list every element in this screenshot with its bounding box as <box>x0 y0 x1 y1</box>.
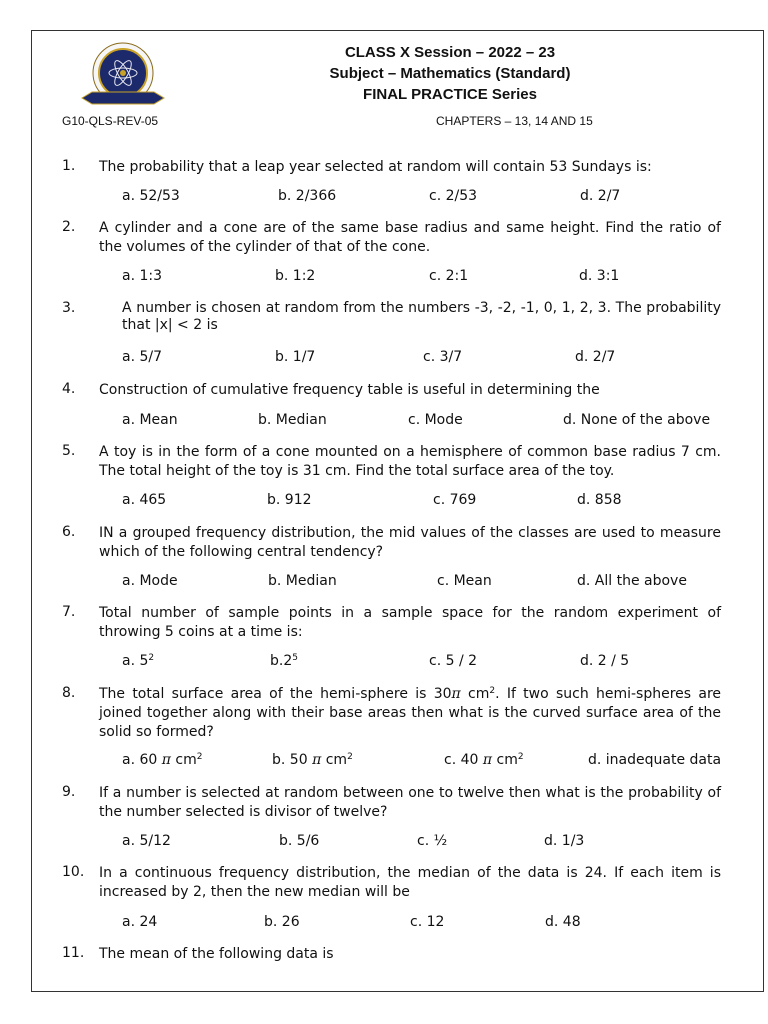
option-b: b. 1:2 <box>275 268 316 284</box>
question-number: 5. <box>62 443 76 459</box>
option-d: d. 2/7 <box>575 349 616 365</box>
paper-code: G10-QLS-REV-05 <box>62 114 159 128</box>
question-text <box>99 685 721 742</box>
pi-symbol: π <box>482 752 493 768</box>
unit-text: cm <box>321 752 348 768</box>
option-b: b. 1/7 <box>275 349 316 365</box>
unit-text: cm <box>460 686 490 702</box>
option-a: a. 5/12 <box>122 833 171 849</box>
option-a: a. Mode <box>122 573 178 589</box>
question-text-part: . If two such hemi-spheres are joined together along with their base areas then what is the curved surface area of the solid so formed? <box>99 686 722 740</box>
question-number: 9. <box>62 784 76 800</box>
option-b <box>272 752 353 768</box>
title-line-3: FINAL PRACTICE Series <box>363 86 537 103</box>
option-b <box>270 653 298 669</box>
question-number: 7. <box>62 604 76 620</box>
option-a-value: a. 60 <box>122 752 162 768</box>
pi-symbol: π <box>312 752 322 768</box>
option-d: d. inadequate data <box>588 752 722 768</box>
option-d: d. None of the above <box>563 412 711 428</box>
option-d: d. 858 <box>577 492 622 508</box>
option-d: d. All the above <box>577 573 687 589</box>
option-b-base: b.2 <box>270 653 293 669</box>
question-number: 1. <box>62 158 76 174</box>
question-text: In a continuous frequency distribution, the median of the data is 24. If each item is increased by 2, then the new median will be <box>99 865 721 900</box>
option-d: d. 1/3 <box>544 833 585 849</box>
chapters-label: CHAPTERS – 13, 14 AND 15 <box>436 114 593 128</box>
question-number: 10. <box>62 864 85 880</box>
unit-exponent: 2 <box>196 752 203 762</box>
option-b: b. 5/6 <box>279 833 320 849</box>
option-c: c. Mode <box>408 412 463 428</box>
question-text: A cylinder and a cone are of the same base radius and same height. Find the ratio of the volumes of the cylinder of that of the cone. <box>99 220 721 255</box>
option-a: a. Mean <box>122 412 178 428</box>
question-number: 8. <box>62 685 76 701</box>
option-b-value: b. 50 <box>272 752 313 768</box>
question-text-part: The total surface area of the hemi-sphere is 30 <box>99 686 452 702</box>
question-text: A toy is in the form of a cone mounted on a hemisphere of common base radius 7 cm. The total height of the toy is 31 cm. Find the total surface area of the toy. <box>99 444 721 479</box>
option-d: d. 2 / 5 <box>580 653 630 669</box>
option-a-exponent: 2 <box>148 653 155 663</box>
option-c: c. 5 / 2 <box>429 653 478 669</box>
option-a: a. 24 <box>122 914 158 930</box>
option-a: a. 1:3 <box>122 268 163 284</box>
question-number: 3. <box>62 300 76 316</box>
option-d: d. 2/7 <box>580 188 621 204</box>
option-c <box>444 752 524 768</box>
question-number: 2. <box>62 219 76 235</box>
question-text: Construction of cumulative frequency table is useful in determining the <box>99 382 600 398</box>
question-number: 4. <box>62 381 76 397</box>
option-b: b. Median <box>258 412 327 428</box>
question-text: Total number of sample points in a sample space for the random experiment of throwing 5 coins at a time is: <box>99 605 721 640</box>
option-c: c. 3/7 <box>423 349 463 365</box>
option-c: c. 2/53 <box>429 188 478 204</box>
question-text: If a number is selected at random between one to twelve then what is the probability of the number selected is divisor of twelve? <box>99 785 721 820</box>
option-a: a. 465 <box>122 492 167 508</box>
option-a: a. 5/7 <box>122 349 163 365</box>
question-number: 6. <box>62 524 76 540</box>
option-a-base: a. 5 <box>122 653 149 669</box>
title-line-2: Subject – Mathematics (Standard) <box>329 65 571 82</box>
option-c: c. ½ <box>417 833 448 849</box>
option-a: a. 52/53 <box>122 188 180 204</box>
option-c: c. 12 <box>410 914 445 930</box>
unit-exponent: 2 <box>347 752 353 762</box>
option-b: b. 26 <box>264 914 300 930</box>
title-line-1: CLASS X Session – 2022 – 23 <box>344 44 556 61</box>
option-a <box>122 752 202 768</box>
pi-symbol: π <box>451 686 461 702</box>
option-b: b. Median <box>268 573 337 589</box>
unit-exponent: 2 <box>489 686 496 696</box>
question-text: The mean of the following data is <box>99 946 334 962</box>
option-c: c. 769 <box>433 492 477 508</box>
question-text: The probability that a leap year selected at random will contain 53 Sundays is: <box>99 159 652 175</box>
option-c-value: c. 40 <box>444 752 483 768</box>
option-b: b. 2/366 <box>278 188 337 204</box>
option-b: b. 912 <box>267 492 312 508</box>
pi-symbol: π <box>161 752 171 768</box>
option-c: c. 2:1 <box>429 268 469 284</box>
question-number: 11. <box>62 945 85 961</box>
unit-text: cm <box>170 752 197 768</box>
question-text: A number is chosen at random from the numbers -3, -2, -1, 0, 1, 2, 3. The probability that |x| < 2 is <box>122 300 721 333</box>
option-a <box>122 653 154 669</box>
option-d: d. 48 <box>545 914 581 930</box>
option-b-exponent: 5 <box>292 653 298 663</box>
school-crest-logo-icon <box>78 40 168 114</box>
option-c: c. Mean <box>437 573 492 589</box>
unit-text: cm <box>492 752 518 768</box>
unit-exponent: 2 <box>517 752 524 762</box>
option-d: d. 3:1 <box>579 268 620 284</box>
question-text: IN a grouped frequency distribution, the mid values of the classes are used to measure which of the following central tendency? <box>99 525 721 560</box>
